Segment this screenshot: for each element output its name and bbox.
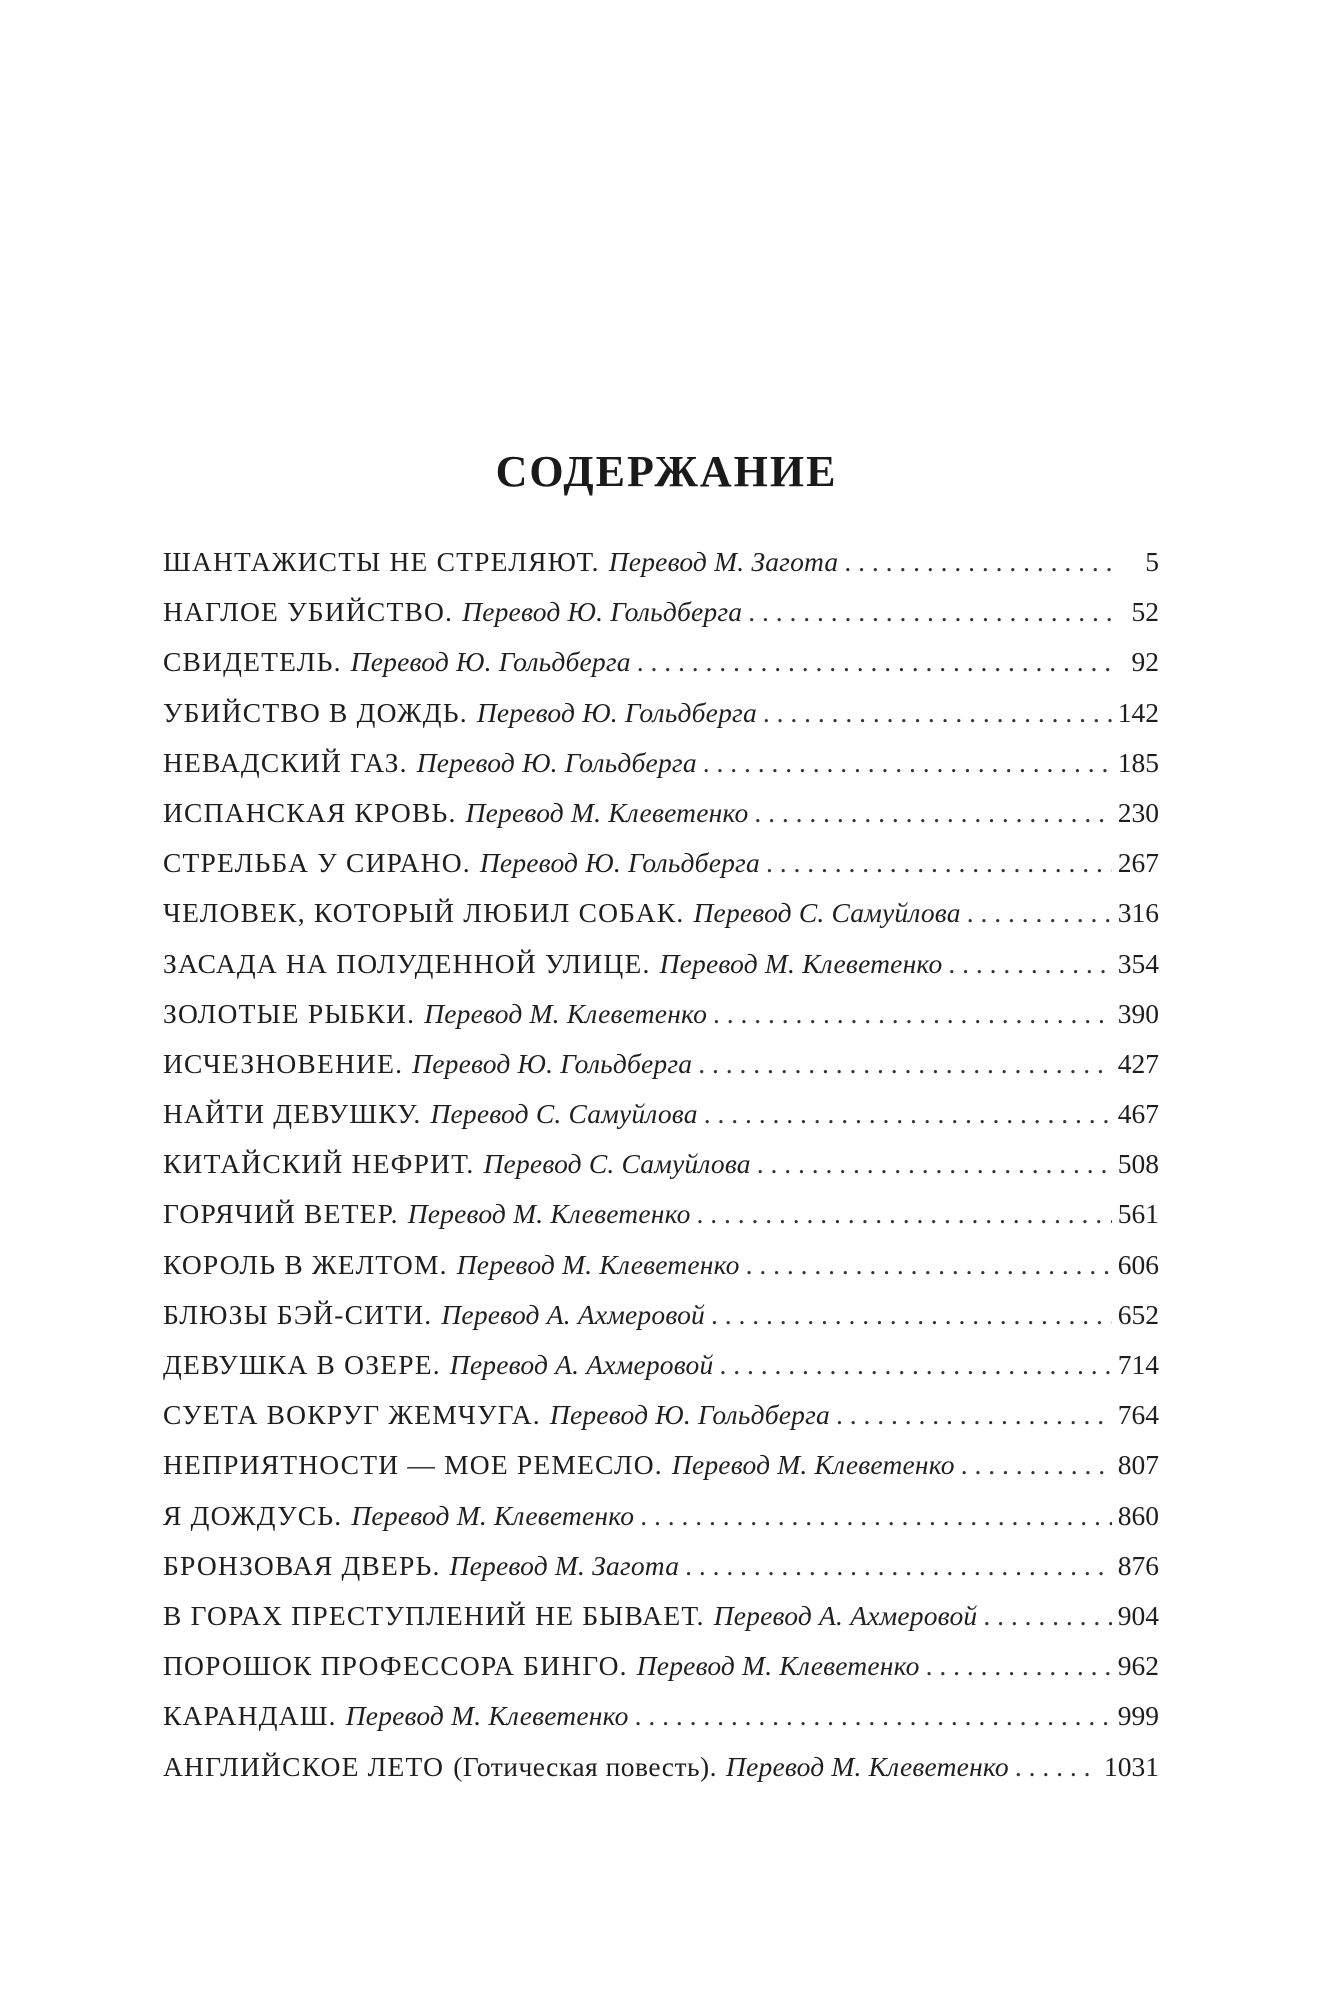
toc-entry-translator: Перевод М. Клеветенко — [636, 1650, 920, 1682]
toc-entry-leader-dots — [926, 1646, 1112, 1686]
toc-entry-leader-dots — [635, 1696, 1112, 1736]
toc-entry — [163, 1747, 1159, 1797]
toc-entry-translator: Перевод М. Клеветенко — [659, 947, 943, 979]
toc-entry-translator: Перевод А. Ахмеровой — [449, 1349, 714, 1380]
toc-entry-title: НАГЛОЕ УБИЙСТВО. — [163, 596, 454, 628]
toc-entry-page-number: 1031 — [1104, 1750, 1159, 1782]
toc-entry-leader-dots — [698, 1044, 1112, 1084]
toc-entry-translator: Перевод М. Клеветенко — [456, 1248, 740, 1280]
toc-entry-leader-dots — [746, 1245, 1112, 1285]
toc-entry — [163, 542, 1159, 592]
toc-entry-title: БРОНЗОВАЯ ДВЕРЬ. — [163, 1549, 441, 1581]
toc-entry-title: КИТАЙСКИЙ НЕФРИТ. — [163, 1148, 475, 1180]
toc-entry — [163, 1546, 1159, 1596]
page-title: СОДЕРЖАНИЕ — [495, 447, 838, 496]
toc-entry-page-number: 390 — [1117, 997, 1159, 1029]
toc-entry-leader-dots — [961, 1445, 1112, 1485]
toc-entry-translator: Перевод А. Ахмеровой — [713, 1599, 978, 1631]
toc-entry — [163, 843, 1159, 893]
toc-entry — [163, 1395, 1159, 1445]
toc-entry-title: ЗАСАДА НА ПОЛУДЕННОЙ УЛИЦЕ. — [163, 947, 651, 979]
toc-entry-translator: Перевод Ю. Гольдберга — [479, 847, 760, 879]
toc-entry-page-number: 999 — [1117, 1700, 1159, 1732]
toc-entry-leader-dots — [748, 592, 1113, 632]
toc-entry-translator: Перевод М. Клеветенко — [424, 997, 708, 1029]
toc-entry-title: НЕПРИЯТНОСТИ — МОЕ РЕМЕСЛО. — [163, 1449, 663, 1481]
toc-entry-page-number: 142 — [1117, 696, 1159, 728]
toc-entry-leader-dots — [967, 893, 1112, 933]
toc-entry-page-number: 764 — [1117, 1399, 1159, 1431]
toc-entry-page-number: 5 — [1145, 546, 1159, 577]
toc-entry-translator: Перевод М. Клеветенко — [465, 796, 749, 828]
toc-entry-translator: Перевод Ю. Гольдберга — [476, 696, 757, 728]
toc-entry-leader-dots — [719, 1345, 1111, 1385]
toc-entry — [163, 893, 1159, 943]
toc-entry — [163, 592, 1159, 642]
toc-entry-leader-dots — [703, 743, 1112, 783]
toc-entry-title: В ГОРАХ ПРЕСТУПЛЕНИЙ НЕ БЫВАЕТ. — [163, 1599, 705, 1631]
toc-entry — [163, 1345, 1159, 1395]
toc-entry — [163, 1094, 1159, 1144]
toc-entry — [163, 1245, 1159, 1295]
toc-entry-leader-dots — [844, 542, 1113, 582]
toc-entry-page-number: 561 — [1117, 1198, 1159, 1230]
toc-entry-leader-dots — [836, 1395, 1112, 1435]
toc-entry-leader-dots — [1015, 1747, 1098, 1787]
toc-entry-leader-dots — [640, 1496, 1112, 1536]
toc-entry-translator: Перевод Ю. Гольдберга — [416, 746, 697, 778]
toc-entry-leader-dots — [713, 994, 1112, 1034]
toc-entry-title: ИСПАНСКАЯ КРОВЬ. — [163, 796, 457, 828]
toc-entry — [163, 743, 1159, 793]
toc-entry-title: ПОРОШОК ПРОФЕССОРА БИНГО. — [163, 1650, 628, 1682]
toc-entry-leader-dots — [704, 1094, 1112, 1134]
toc-entry-translator: Перевод М. Загота — [449, 1549, 680, 1581]
toc-entry-title: Я ДОЖДУСЬ. — [163, 1499, 343, 1531]
toc-entry-page-number: 427 — [1117, 1047, 1159, 1079]
toc-entry-translator: Перевод С. Самуйлова — [430, 1098, 698, 1130]
toc-entry-translator: Перевод М. Клеветенко — [671, 1449, 955, 1481]
toc-entry-title: БЛЮЗЫ БЭЙ-СИТИ. — [163, 1298, 433, 1330]
toc-entry-page-number: 508 — [1117, 1148, 1159, 1180]
toc-entry — [163, 1194, 1159, 1244]
toc-entry-title: ЧЕЛОВЕК, КОТОРЫЙ ЛЮБИЛ СОБАК. — [163, 897, 685, 929]
toc-entry-title: КОРОЛЬ В ЖЕЛТОМ. — [163, 1248, 448, 1280]
toc-entry — [163, 1144, 1159, 1194]
toc-entry-page-number: 52 — [1131, 596, 1159, 628]
toc-entry — [163, 1596, 1159, 1646]
toc-entry-leader-dots — [763, 693, 1112, 733]
toc-entry — [163, 1295, 1159, 1345]
toc-entry-title: СУЕТА ВОКРУГ ЖЕМЧУГА. — [163, 1399, 541, 1431]
toc-entry-translator: Перевод Ю. Гольдберга — [462, 596, 743, 628]
toc-entry-translator: Перевод М. Клеветенко — [407, 1198, 691, 1230]
toc-entry-title: КАРАНДАШ. — [163, 1700, 337, 1732]
toc-entry-note: (Готическая повесть). — [453, 1750, 718, 1782]
toc-entry-title: ШАНТАЖИСТЫ НЕ СТРЕЛЯЮТ. — [163, 546, 600, 577]
toc-entry-title: АНГЛИЙСКОЕ ЛЕТО — [163, 1750, 445, 1782]
toc-entry-leader-dots — [757, 1144, 1112, 1184]
toc-entry-leader-dots — [754, 793, 1111, 833]
toc-entry-leader-dots — [685, 1546, 1112, 1586]
toc-entry-page-number: 860 — [1117, 1499, 1159, 1531]
toc-entry — [163, 994, 1159, 1044]
toc-entry-translator: Перевод М. Клеветенко — [345, 1700, 629, 1732]
toc-entry-title: ЗОЛОТЫЕ РЫБКИ. — [163, 997, 416, 1029]
toc-entry-page-number: 714 — [1117, 1349, 1159, 1380]
toc-entry-translator: Перевод М. Клеветенко — [726, 1750, 1009, 1782]
toc-entry-title: НАЙТИ ДЕВУШКУ. — [163, 1098, 422, 1130]
toc-entry-leader-dots — [766, 843, 1112, 883]
toc-entry — [163, 1696, 1159, 1746]
toc-entry-title: ИСЧЕЗНОВЕНИЕ. — [163, 1047, 404, 1079]
toc-entry-leader-dots — [711, 1295, 1112, 1335]
toc-entry-translator: Перевод М. Клеветенко — [351, 1499, 635, 1531]
toc-entry-page-number: 807 — [1117, 1449, 1159, 1481]
toc-entry-leader-dots — [948, 944, 1111, 984]
toc-entry-leader-dots — [637, 642, 1113, 682]
toc-entry-page-number: 316 — [1117, 897, 1159, 929]
toc-entry — [163, 1445, 1159, 1495]
toc-entry-page-number: 267 — [1117, 847, 1159, 879]
toc-entry-page-number: 652 — [1117, 1298, 1159, 1330]
toc-entry-page-number: 467 — [1117, 1098, 1159, 1130]
toc-entry-leader-dots — [983, 1596, 1111, 1636]
toc-entry-title: УБИЙСТВО В ДОЖДЬ. — [163, 696, 468, 728]
toc-entry — [163, 1496, 1159, 1546]
toc-entry — [163, 693, 1159, 743]
toc-entry-title: НЕВАДСКИЙ ГАЗ. — [163, 746, 408, 778]
toc-entry — [163, 944, 1159, 994]
toc-entry-translator: Перевод Ю. Гольдберга — [549, 1399, 830, 1431]
toc-entry-page-number: 354 — [1117, 947, 1159, 979]
toc-entry — [163, 793, 1159, 843]
toc-entry-page-number: 904 — [1117, 1599, 1159, 1631]
toc-entry-translator: Перевод С. Самуйлова — [483, 1148, 751, 1180]
table-of-contents — [163, 542, 1159, 1797]
toc-entry-title: ГОРЯЧИЙ ВЕТЕР. — [163, 1198, 399, 1230]
toc-entry — [163, 1646, 1159, 1696]
toc-entry-translator: Перевод С. Самуйлова — [693, 897, 961, 929]
toc-entry-translator: Перевод М. Загота — [608, 546, 839, 577]
toc-entry-page-number: 606 — [1117, 1248, 1159, 1280]
toc-entry-translator: Перевод Ю. Гольдберга — [350, 646, 631, 678]
toc-entry-translator: Перевод А. Ахмеровой — [441, 1298, 706, 1330]
toc-entry-page-number: 92 — [1131, 646, 1159, 678]
toc-entry-page-number: 962 — [1117, 1650, 1159, 1682]
toc-entry-title: СВИДЕТЕЛЬ. — [163, 646, 342, 678]
toc-entry-page-number: 876 — [1117, 1549, 1159, 1581]
toc-entry — [163, 642, 1159, 692]
toc-entry-page-number: 230 — [1117, 796, 1159, 828]
toc-entry-translator: Перевод Ю. Гольдберга — [412, 1047, 693, 1079]
toc-entry — [163, 1044, 1159, 1094]
toc-entry-page-number: 185 — [1117, 746, 1159, 778]
toc-entry-title: ДЕВУШКА В ОЗЕРЕ. — [163, 1349, 441, 1380]
toc-entry-leader-dots — [697, 1194, 1112, 1234]
toc-entry-title: СТРЕЛЬБА У СИРАНО. — [163, 847, 471, 879]
